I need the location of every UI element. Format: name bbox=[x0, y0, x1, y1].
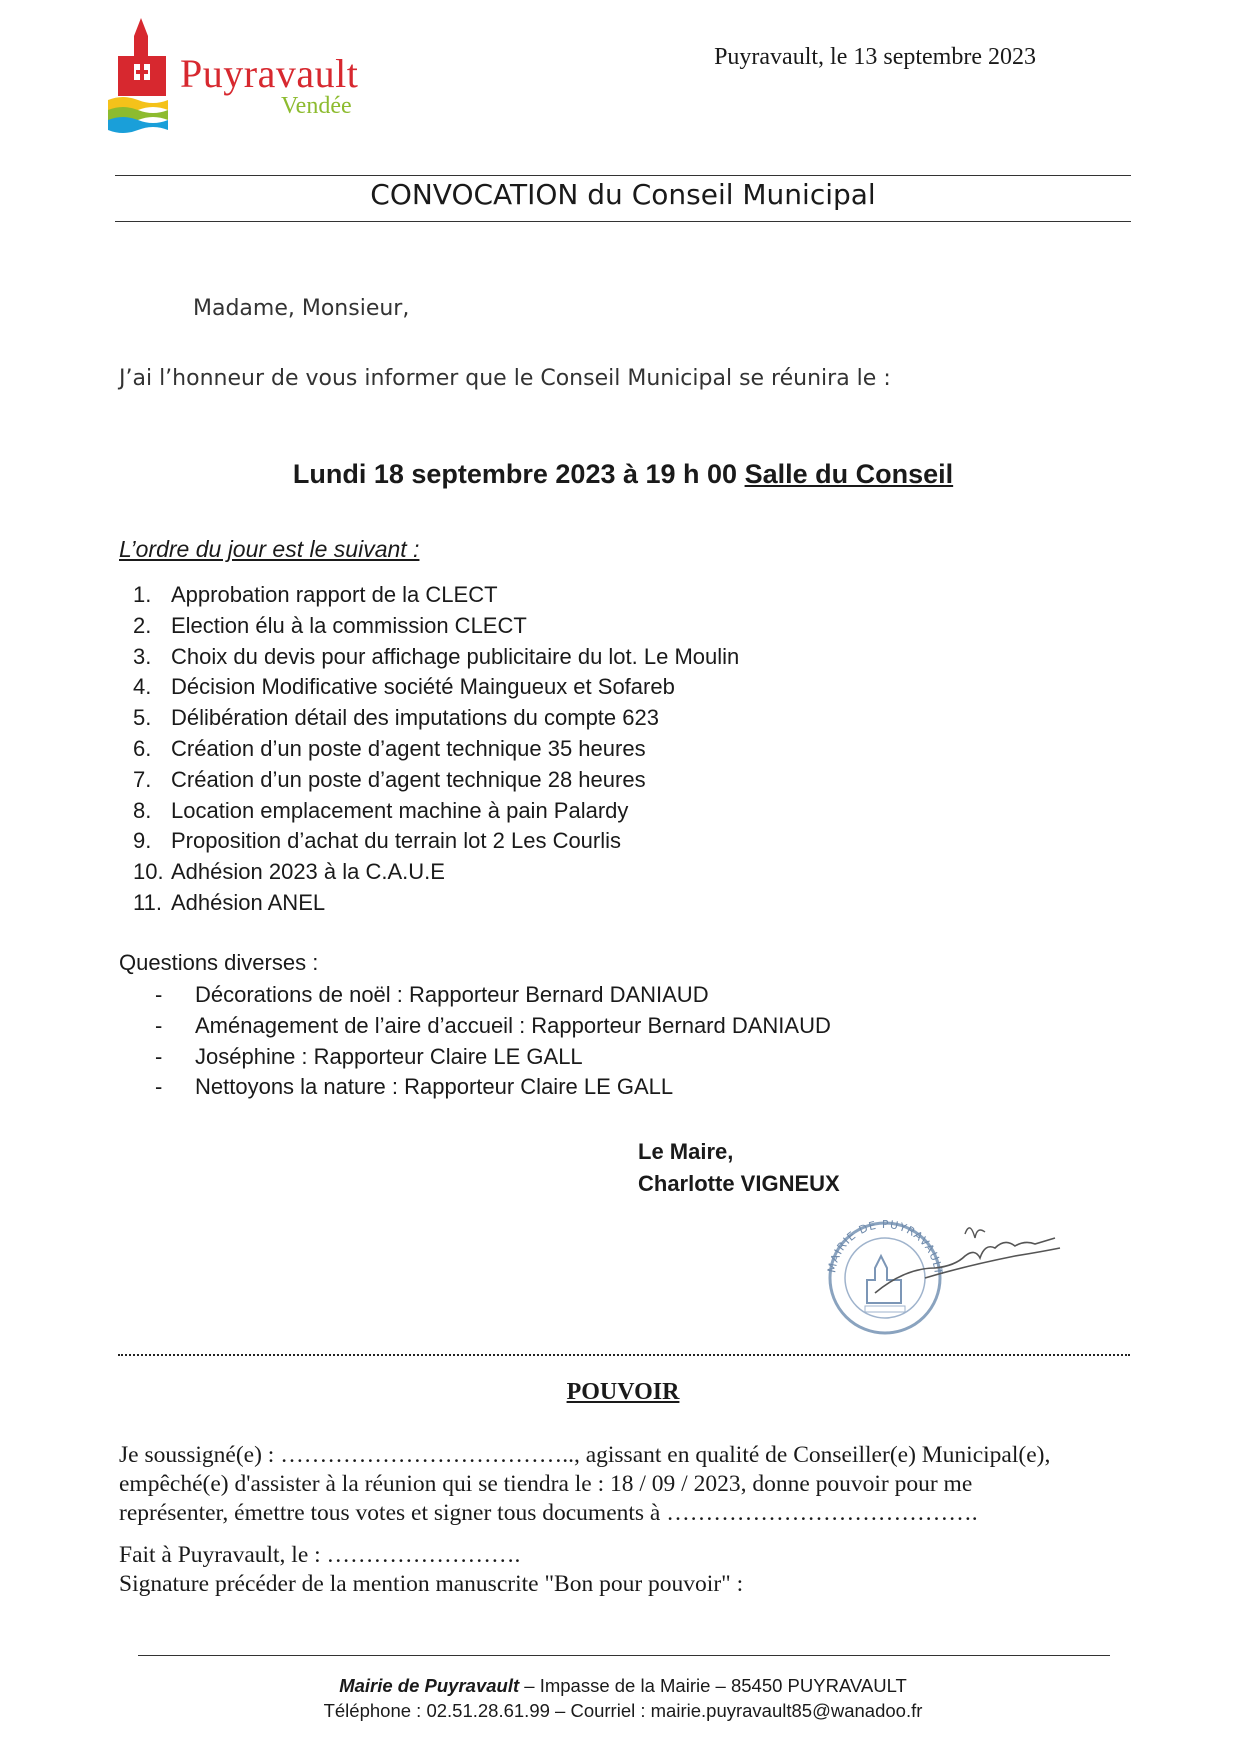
mairie-stamp bbox=[815, 1208, 1065, 1338]
logo-subtitle: Vendée bbox=[281, 93, 352, 119]
pouvoir-line: Je soussigné(e) : ……………………………….., agissant en qualité de Conseiller(e) Municipal(e), bbox=[119, 1442, 1051, 1468]
pouvoir-signature: Signature précéder de la mention manuscrite "Bon pour pouvoir" : bbox=[119, 1571, 744, 1597]
pouvoir-fait: Fait à Puyravault, le : ……………………. bbox=[119, 1542, 521, 1568]
list-item: 11. Adhésion ANEL bbox=[133, 889, 326, 915]
list-item: 10. Adhésion 2023 à la C.A.U.E bbox=[133, 859, 445, 885]
list-item: - Nettoyons la nature : Rapporteur Claire LE GALL bbox=[155, 1074, 674, 1100]
meeting-place: Salle du Conseil bbox=[744, 459, 954, 489]
footer-rule bbox=[138, 1655, 1110, 1656]
meeting-line bbox=[115, 459, 1131, 490]
list-item: 2. Election élu à la commission CLECT bbox=[133, 612, 527, 638]
questions-list bbox=[155, 980, 831, 1103]
footer-org: Mairie de Puyravault bbox=[339, 1675, 520, 1696]
pouvoir-line: empêché(e) d'assister à la réunion qui se tiendra le : 18 / 09 / 2023, donne pouvoir pour me bbox=[119, 1471, 973, 1497]
title-bottom-rule bbox=[115, 221, 1131, 222]
list-item: 7. Création d’un poste d’agent technique 28 heures bbox=[133, 766, 646, 792]
agenda-list bbox=[133, 580, 739, 919]
cut-line bbox=[118, 1354, 1130, 1356]
church-icon bbox=[118, 18, 166, 96]
pouvoir-body bbox=[119, 1441, 1139, 1528]
pouvoir-signature-block bbox=[119, 1541, 743, 1599]
greeting: Madame, Monsieur, bbox=[193, 296, 410, 321]
footer-address-line bbox=[115, 1673, 1131, 1698]
list-item: 1. Approbation rapport de la CLECT bbox=[133, 582, 498, 607]
questions-heading: Questions diverses : bbox=[119, 950, 319, 975]
stamp-text: MAIRIE DE PUYRAVAULT bbox=[825, 1217, 946, 1277]
footer bbox=[115, 1673, 1131, 1723]
pouvoir-title: POUVOIR bbox=[566, 1379, 680, 1405]
footer-address: – Impasse de la Mairie – 85450 PUYRAVAULT bbox=[519, 1675, 907, 1696]
list-item: 3. Choix du devis pour affichage publicitaire du lot. Le Moulin bbox=[133, 643, 740, 669]
title-top-rule bbox=[115, 175, 1131, 176]
signatory-name: Charlotte VIGNEUX bbox=[638, 1171, 840, 1196]
signatory-block bbox=[638, 1136, 840, 1200]
logo-name: Puyravault bbox=[180, 51, 359, 96]
list-item: - Décorations de noël : Rapporteur Bernard DANIAUD bbox=[155, 982, 709, 1007]
list-item: 9. Proposition d’achat du terrain lot 2 Les Courlis bbox=[133, 828, 622, 854]
signatory-role: Le Maire, bbox=[638, 1139, 734, 1164]
list-item: 4. Décision Modificative société Maingueux et Sofareb bbox=[133, 674, 675, 700]
document-title: CONVOCATION du Conseil Municipal bbox=[370, 178, 876, 211]
date-line: Puyravault, le 13 septembre 2023 bbox=[714, 44, 1036, 70]
list-item: 5. Délibération détail des imputations du compte 623 bbox=[133, 705, 659, 731]
pouvoir-line: représenter, émettre tous votes et signer tous documents à …………………………………. bbox=[119, 1500, 978, 1526]
list-item: 8. Location emplacement machine à pain Palardy bbox=[133, 797, 629, 823]
svg-text:MAIRIE DE PUYRAVAULT bbox=[825, 1218, 945, 1276]
intro-paragraph: J’ai l’honneur de vous informer que le Conseil Municipal se réunira le : bbox=[119, 366, 891, 391]
list-item: 6. Création d’un poste d’agent technique 35 heures bbox=[133, 735, 646, 761]
list-item: - Joséphine : Rapporteur Claire LE GALL bbox=[155, 1043, 583, 1069]
footer-contact: Téléphone : 02.51.28.61.99 – Courriel : mairie.puyravault85@wanadoo.fr bbox=[323, 1700, 923, 1721]
list-item: - Aménagement de l’aire d’accueil : Rapporteur Bernard DANIAUD bbox=[155, 1012, 831, 1038]
agenda-heading: L’ordre du jour est le suivant : bbox=[119, 536, 420, 562]
signature-scribble bbox=[875, 1238, 1060, 1293]
meeting-datetime: Lundi 18 septembre 2023 à 19 h 00 bbox=[292, 459, 738, 489]
